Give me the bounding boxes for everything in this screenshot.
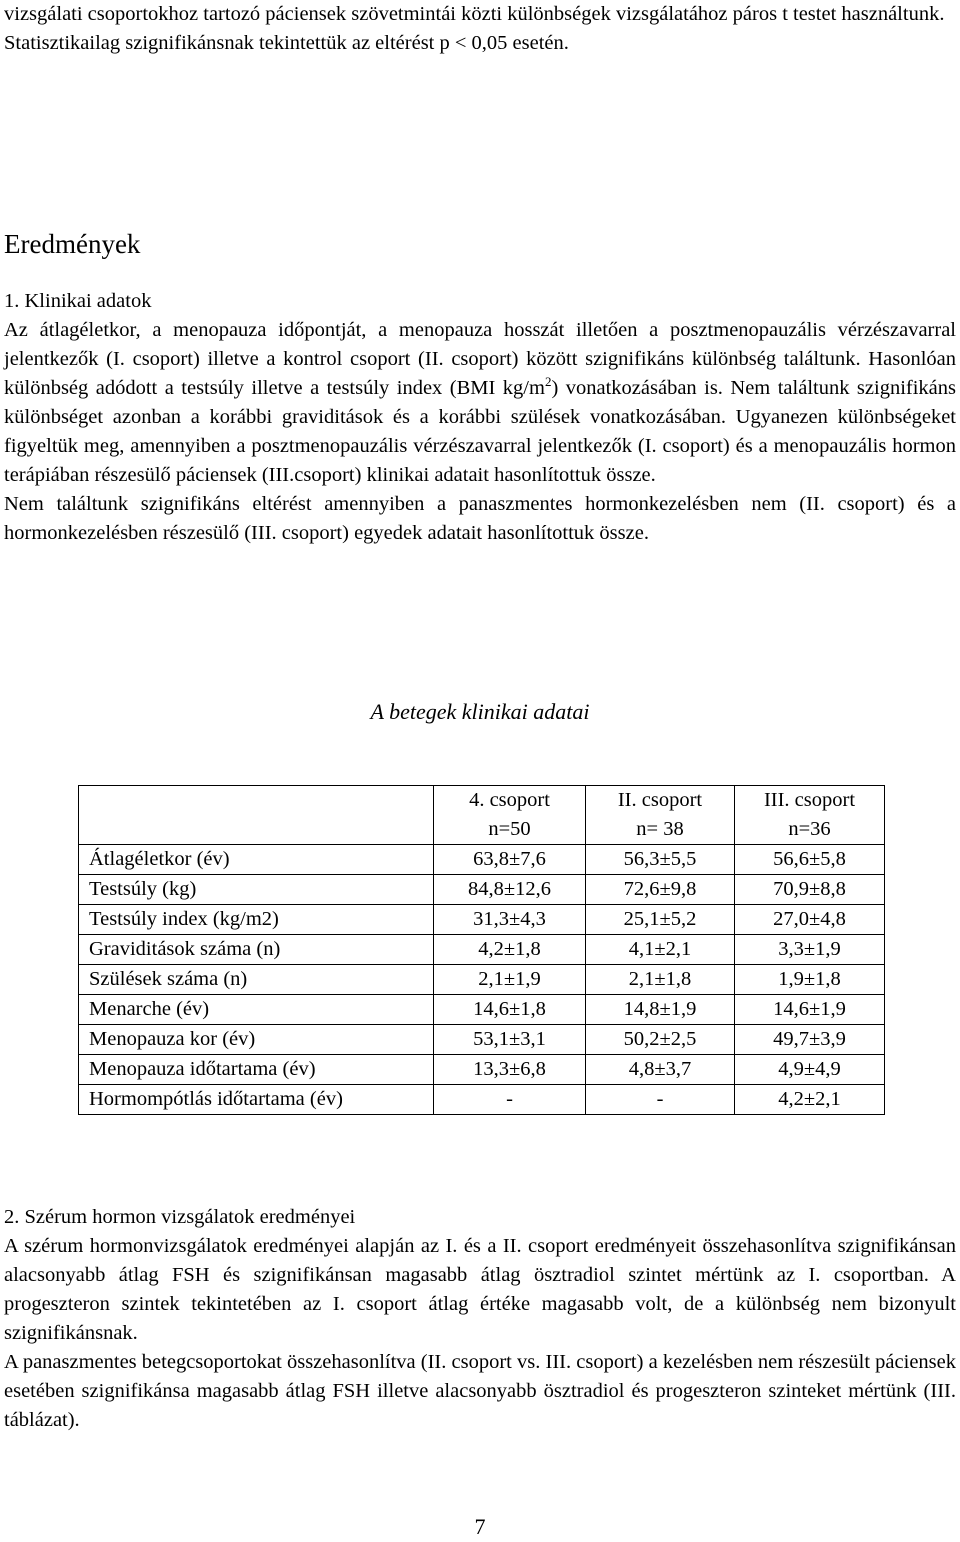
table-cell: 2,1±1,8 <box>586 965 735 995</box>
intro-significance: Statisztikailag szignifikánsnak tekintettük az eltérést p < 0,05 esetén. <box>4 32 569 54</box>
table-cell: 4,1±2,1 <box>586 935 735 965</box>
header-group-3 <box>735 786 885 845</box>
section2-paragraph-1: A szérum hormonvizsgálatok eredményei alapján az I. és a II. csoport eredményeit összehasonlítva szignifikánsan alacsonyabb átlag FSH és szignifikánsan magasabb átlag ösztradiol szintet mértünk az I. csoportban. A progeszteron szintek tekintetében az I. csoport átlag értéke magasabb volt, de a különbség nem bizonyult szignifikánsnak. <box>4 1235 956 1344</box>
table-cell: 27,0±4,8 <box>735 905 885 935</box>
table-caption: A betegek klinikai adatai <box>370 699 590 724</box>
table-cell: 4,9±4,9 <box>735 1055 885 1085</box>
table-cell: 1,9±1,8 <box>735 965 885 995</box>
table-cell: 56,3±5,5 <box>586 845 735 875</box>
row-label: Szülések száma (n) <box>79 965 434 995</box>
header-empty-cell <box>79 786 434 845</box>
section2-title: 2. Szérum hormon vizsgálatok eredményei <box>4 1206 356 1228</box>
header-group-1-name: 4. csoport <box>469 789 550 811</box>
table-cell: 63,8±7,6 <box>434 845 586 875</box>
table-cell: 31,3±4,3 <box>434 905 586 935</box>
table-cell: 3,3±1,9 <box>735 935 885 965</box>
page-number: 7 <box>474 1514 486 1539</box>
table-cell: 14,6±1,9 <box>735 995 885 1025</box>
table-row <box>79 905 885 935</box>
bmi-superscript: 2 <box>544 374 552 390</box>
section1-title: 1. Klinikai adatok <box>4 290 152 312</box>
header-group-3-name: III. csoport <box>763 789 856 811</box>
row-label: Menarche (év) <box>79 995 434 1025</box>
table-row <box>79 965 885 995</box>
table-row <box>79 995 885 1025</box>
row-label: Testsúly index (kg/m2) <box>79 905 434 935</box>
intro-paragraph: vizsgálati csoportokhoz tartozó páciensek szövetmintái közti különbségek vizsgálatához páros t testet használtunk. <box>4 3 945 25</box>
row-label: Graviditások száma (n) <box>79 935 434 965</box>
table-header-row <box>79 786 885 845</box>
table-row <box>79 1025 885 1055</box>
table-row <box>79 1085 885 1115</box>
table-cell: 4,2±2,1 <box>735 1085 885 1115</box>
section1-p1-part-a: Az átlagéletkor, a menopauza időpontját, a menopauza hosszát illetően a posztmenopauzális vérzészavarral jelentkezők (I. csoport) illetve a kontrol csoport (II. csoport) között szignifikáns különbség találtunk. Hasonlóan különbség adódott a testsúly illetve a testsúly index (BMI kg/m <box>4 319 956 399</box>
section-serum-hormones <box>4 1203 956 1435</box>
row-label: Hormompótlás időtartama (év) <box>79 1085 434 1115</box>
table-cell: 14,8±1,9 <box>586 995 735 1025</box>
intro-text <box>4 0 956 58</box>
table-cell: 53,1±3,1 <box>434 1025 586 1055</box>
table-cell: 4,8±3,7 <box>586 1055 735 1085</box>
section-clinical-data <box>4 287 956 548</box>
row-label: Testsúly (kg) <box>79 875 434 905</box>
table-cell: 56,6±5,8 <box>735 845 885 875</box>
row-label: Menopauza kor (év) <box>79 1025 434 1055</box>
table-cell: 70,9±8,8 <box>735 875 885 905</box>
header-group-1 <box>434 786 586 845</box>
table-cell: 13,3±6,8 <box>434 1055 586 1085</box>
clinical-data-table <box>78 785 885 1115</box>
header-group-2-n: n= 38 <box>636 818 684 840</box>
table-cell: 2,1±1,9 <box>434 965 586 995</box>
table-cell: 49,7±3,9 <box>735 1025 885 1055</box>
table-row <box>79 875 885 905</box>
section1-paragraph-2: Nem találtunk szignifikáns eltérést amennyiben a panaszmentes hormonkezelésben nem (II. csoport) és a hormonkezelésben részesülő (III. csoport) egyedek adatait hasonlítottuk össze. <box>4 493 956 544</box>
section1-paragraph-1 <box>4 316 956 490</box>
header-group-1-n: n=50 <box>488 818 531 840</box>
table-cell: 50,2±2,5 <box>586 1025 735 1055</box>
row-label: Átlagéletkor (év) <box>79 845 434 875</box>
table-cell: 4,2±1,8 <box>434 935 586 965</box>
table-row <box>79 1055 885 1085</box>
table-cell: 25,1±5,2 <box>586 905 735 935</box>
table-cell: 84,8±12,6 <box>434 875 586 905</box>
section1-p1-part-b: ) vonatkozásában is. Nem találtunk szignifikáns különbséget azonban a korábbi graviditások és a korábbi szülések vonatkozásában. Ugyanezen különbségeket figyeltük meg, amennyiben a posztmenopauzális vérzészavarral jelentkezők (I. csoport) és a menopauzális hormon terápiában részesülő páciensek (III.csoport) klinikai adatait hasonlítottuk össze. <box>4 377 956 486</box>
table-row <box>79 935 885 965</box>
results-heading: Eredmények <box>4 229 141 259</box>
table-cell: - <box>586 1085 735 1115</box>
section2-paragraph-2: A panaszmentes betegcsoportokat összehasonlítva (II. csoport vs. III. csoport) a kezelésben nem részesült páciensek esetében szignifikánsa magasabb átlag FSH illetve alacsonyabb ösztradiol és progeszteron szinteket mértünk (III. táblázat). <box>4 1351 956 1431</box>
header-group-3-n: n=36 <box>788 818 831 840</box>
table-cell: 14,6±1,8 <box>434 995 586 1025</box>
header-group-2-name: II. csoport <box>617 789 703 811</box>
table-cell: - <box>434 1085 586 1115</box>
header-group-2 <box>586 786 735 845</box>
table-cell: 72,6±9,8 <box>586 875 735 905</box>
row-label: Menopauza időtartama (év) <box>79 1055 434 1085</box>
table-row <box>79 845 885 875</box>
